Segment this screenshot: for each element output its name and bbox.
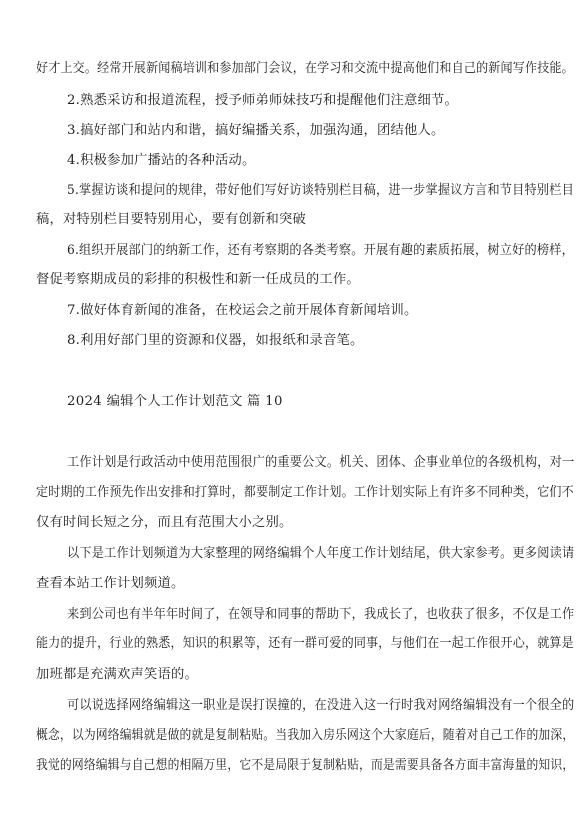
paragraph-line: 加班都是充满欢声笑语的。 bbox=[36, 667, 198, 682]
paragraph-line: 可以说选择网络编辑这一职业是误打误撞的，在没进入这一行时我对网络编辑没有一个很全的 bbox=[67, 698, 575, 713]
paragraph-line: 能力的提升，行业的熟悉，知识的积累等，还有一群可爱的同事，与他们在一起工作很开心，就算是 bbox=[36, 636, 574, 651]
list-item: 4.积极参加广播站的各种活动。 bbox=[67, 153, 256, 168]
paragraph-line: 查看本站工作计划频道。 bbox=[36, 576, 185, 591]
list-item: 5.掌握访谈和提问的规律，带好他们写好访谈特别栏目稿，进一步掌握议方言和节目特别栏目 bbox=[67, 183, 574, 198]
list-item: 3.搞好部门和站内和谐，搞好编播关系，加强沟通，团结他人。 bbox=[67, 123, 445, 138]
paragraph-line: 我觉的网络编辑与自己想的相隔万里，它不是局限于复制粘贴，而是需要具备各方面丰富海量的知识， bbox=[36, 758, 575, 773]
list-item-continuation: 督促考察期成员的彩排的积极性和新一任成员的工作。 bbox=[36, 272, 360, 287]
list-item: 8.利用好部门里的资源和仪器，如报纸和录音笔。 bbox=[67, 333, 364, 348]
paragraph-line: 工作计划是行政活动中使用范围很广的重要公文。机关、团体、企事业单位的各级机构，对一 bbox=[67, 455, 575, 470]
paragraph-line: 概念，以为网络编辑就是做的就是复制粘贴。当我加入房乐网这个大家庭后，随着对自己工作的加深， bbox=[36, 728, 575, 743]
paragraph-line: 定时期的工作预先作出安排和打算时，都要制定工作计划。工作计划实际上有许多不同种类，它们不 bbox=[36, 485, 574, 500]
list-item: 2.熟悉采访和报道流程，授予师弟师妹技巧和提醒他们注意细节。 bbox=[67, 93, 458, 108]
list-item: 6.组织开展部门的纳新工作，还有考察期的各类考察。开展有趣的素质拓展，树立好的榜样， bbox=[67, 243, 574, 258]
paragraph-line: 仅有时间长短之分，而且有范围大小之别。 bbox=[36, 515, 293, 530]
list-item-continuation: 稿，对特别栏目要特别用心，要有创新和突破 bbox=[36, 212, 306, 227]
paragraph-line: 以下是工作计划频道为大家整理的网络编辑个人年度工作计划结尾，供大家参考。更多阅读请 bbox=[67, 546, 575, 561]
paragraph-line: 好才上交。经常开展新闻稿培训和参加部门会议，在学习和交流中提高他们和自己的新闻写作技能。 bbox=[36, 61, 574, 76]
list-item: 7.做好体育新闻的准备，在校运会之前开展体育新闻培训。 bbox=[67, 303, 418, 318]
paragraph-line: 来到公司也有半年年时间了，在领导和同事的帮助下，我成长了，也收获了很多，不仅是工作 bbox=[67, 607, 575, 622]
section-heading: 2024 编辑个人工作计划范文 篇 10 bbox=[67, 394, 283, 409]
